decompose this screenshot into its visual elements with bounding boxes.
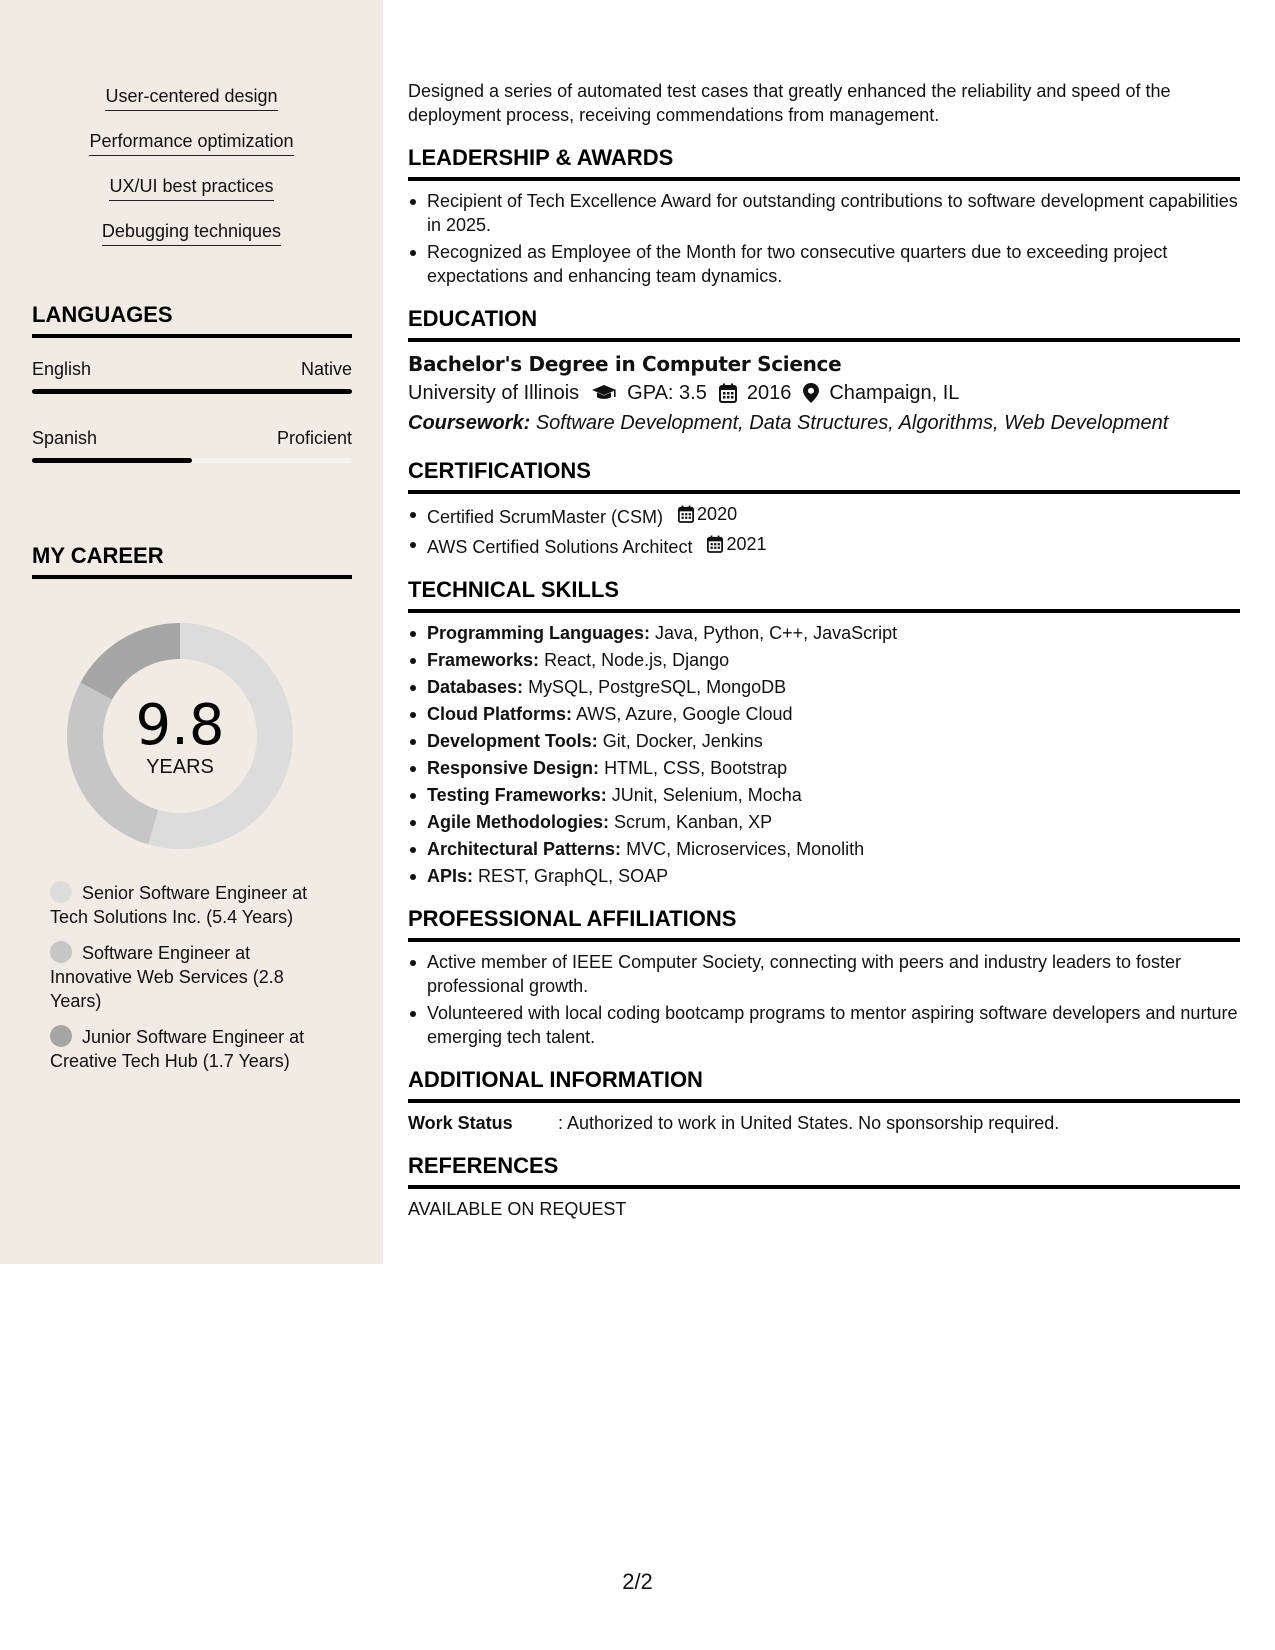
technical-skills-heading: TECHNICAL SKILLS: [408, 577, 1240, 613]
work-status-value: : Authorized to work in United States. No sponsorship required.: [558, 1113, 1060, 1133]
language-name: Spanish: [32, 428, 98, 448]
certification-item: [408, 532, 1240, 559]
affiliations-list: [408, 950, 1240, 1049]
skill-row: [408, 864, 1240, 888]
skill-item: [0, 221, 383, 266]
language-row: [32, 359, 352, 380]
career-legend-dot: [50, 1025, 72, 1047]
skill-row: [408, 702, 1240, 726]
donut-segment: [80, 623, 180, 700]
skill-category: APIs:: [427, 866, 474, 886]
additional-info-heading: ADDITIONAL INFORMATION: [408, 1067, 1240, 1103]
work-status-label: Work Status: [408, 1113, 513, 1133]
languages-heading: LANGUAGES: [32, 302, 352, 338]
language-level: Native: [300, 359, 352, 379]
leadership-heading: LEADERSHIP & AWARDS: [408, 145, 1240, 181]
list-item: Recognized as Employee of the Month for two consecutive quarters due to exceeding project expectations and enhancing team dynamics.: [408, 240, 1240, 288]
language-bar-fill: [32, 389, 352, 394]
graduation-cap-icon: [591, 383, 617, 403]
skill-row: [408, 810, 1240, 834]
skill-row: [408, 729, 1240, 753]
career-heading: MY CAREER: [32, 543, 352, 579]
career-legend-item: [50, 1025, 330, 1073]
language-name: English: [32, 359, 92, 379]
skill-row: [408, 756, 1240, 780]
education-heading: EDUCATION: [408, 306, 1240, 342]
career-total-value: 9.8: [135, 693, 225, 758]
language-bar-fill: [32, 458, 192, 463]
skill-values: MVC, Microservices, Monolith: [626, 839, 865, 859]
skill-values: React, Node.js, Django: [544, 650, 730, 670]
skill-category: Development Tools:: [427, 731, 598, 751]
work-status-row: [408, 1111, 1240, 1135]
education-meta: [408, 378, 1240, 408]
skill-item: [0, 176, 383, 221]
skill-row: [408, 621, 1240, 645]
career-legend-label: Senior Software Engineer at Tech Solutions Inc. (5.4 Years): [50, 883, 308, 927]
language-row: [32, 428, 352, 449]
certification-name: AWS Certified Solutions Architect: [427, 537, 693, 557]
skill-category: Databases:: [427, 677, 524, 697]
skill-item: [0, 131, 383, 176]
graduation-year: 2016: [746, 382, 792, 404]
certification-item: [408, 502, 1240, 529]
gpa: GPA: 3.5: [627, 382, 707, 404]
language-bar: [32, 389, 352, 394]
calendar-icon: [678, 505, 694, 523]
technical-skills-list: [408, 621, 1240, 888]
skill-values: AWS, Azure, Google Cloud: [576, 704, 793, 724]
skill-values: REST, GraphQL, SOAP: [478, 866, 669, 886]
career-total-unit: YEARS: [146, 756, 214, 778]
career-donut-chart: [60, 616, 300, 856]
skill-category: Programming Languages:: [427, 623, 651, 643]
skill-label: User-centered design: [105, 86, 277, 111]
skill-row: [408, 837, 1240, 861]
skill-values: Git, Docker, Jenkins: [602, 731, 763, 751]
coursework: [408, 408, 1240, 438]
career-legend-dot: [50, 881, 72, 903]
certifications-heading: CERTIFICATIONS: [408, 458, 1240, 494]
certification-name: Certified ScrumMaster (CSM): [427, 507, 664, 527]
certification-year: 2020: [697, 504, 738, 524]
leadership-list: [408, 189, 1240, 288]
skill-category: Architectural Patterns:: [427, 839, 622, 859]
skill-values: Scrum, Kanban, XP: [614, 812, 773, 832]
skill-list: [0, 86, 383, 266]
skill-category: Testing Frameworks:: [427, 785, 607, 805]
calendar-icon: [719, 383, 737, 403]
school-location: Champaign, IL: [829, 382, 960, 404]
school-name: University of Illinois: [408, 382, 580, 404]
calendar-icon: [707, 535, 723, 553]
list-item: Volunteered with local coding bootcamp programs to mentor aspiring software developers and nurture emerging tech talent.: [408, 1001, 1240, 1049]
language-bar: [32, 458, 352, 463]
skill-values: HTML, CSS, Bootstrap: [604, 758, 788, 778]
coursework-label: Coursework:: [408, 412, 531, 434]
references-heading: REFERENCES: [408, 1153, 1240, 1189]
map-pin-icon: [803, 383, 819, 403]
skill-values: Java, Python, C++, JavaScript: [655, 623, 898, 643]
skill-row: [408, 675, 1240, 699]
skill-item: [0, 86, 383, 131]
career-legend: [50, 881, 330, 1085]
affiliations-heading: PROFESSIONAL AFFILIATIONS: [408, 906, 1240, 942]
sidebar: [0, 0, 383, 1264]
coursework-list: Software Development, Data Structures, Algorithms, Web Development: [535, 412, 1169, 434]
career-legend-label: Junior Software Engineer at Creative Tech Hub (1.7 Years): [50, 1027, 305, 1071]
skill-category: Agile Methodologies:: [427, 812, 609, 832]
language-level: Proficient: [276, 428, 352, 448]
skill-category: Cloud Platforms:: [427, 704, 573, 724]
experience-continuation: Designed a series of automated test cases that greatly enhanced the reliability and speed of the deployment process, receiving commendations from management.: [408, 81, 1171, 125]
skill-label: Debugging techniques: [102, 221, 281, 246]
degree-title: Bachelor's Degree in Computer Science: [408, 352, 842, 376]
list-item: Recipient of Tech Excellence Award for outstanding contributions to software development capabilities in 2025.: [408, 189, 1240, 237]
skill-label: Performance optimization: [89, 131, 293, 156]
skill-row: [408, 648, 1240, 672]
skill-label: UX/UI best practices: [109, 176, 273, 201]
skill-values: MySQL, PostgreSQL, MongoDB: [528, 677, 787, 697]
skill-category: Responsive Design:: [427, 758, 600, 778]
certifications-list: [408, 502, 1240, 559]
career-legend-label: Software Engineer at Innovative Web Services (2.8 Years): [50, 943, 284, 1011]
list-item: Active member of IEEE Computer Society, connecting with peers and industry leaders to foster professional growth.: [408, 950, 1240, 998]
page-number: 2/2: [622, 1569, 653, 1594]
main-content: [408, 79, 1240, 1221]
career-legend-dot: [50, 941, 72, 963]
skill-row: [408, 783, 1240, 807]
skill-category: Frameworks:: [427, 650, 540, 670]
references-text: AVAILABLE ON REQUEST: [408, 1199, 627, 1219]
career-legend-item: [50, 941, 330, 1013]
skill-values: JUnit, Selenium, Mocha: [611, 785, 802, 805]
career-legend-item: [50, 881, 330, 929]
certification-year: 2021: [726, 534, 767, 554]
